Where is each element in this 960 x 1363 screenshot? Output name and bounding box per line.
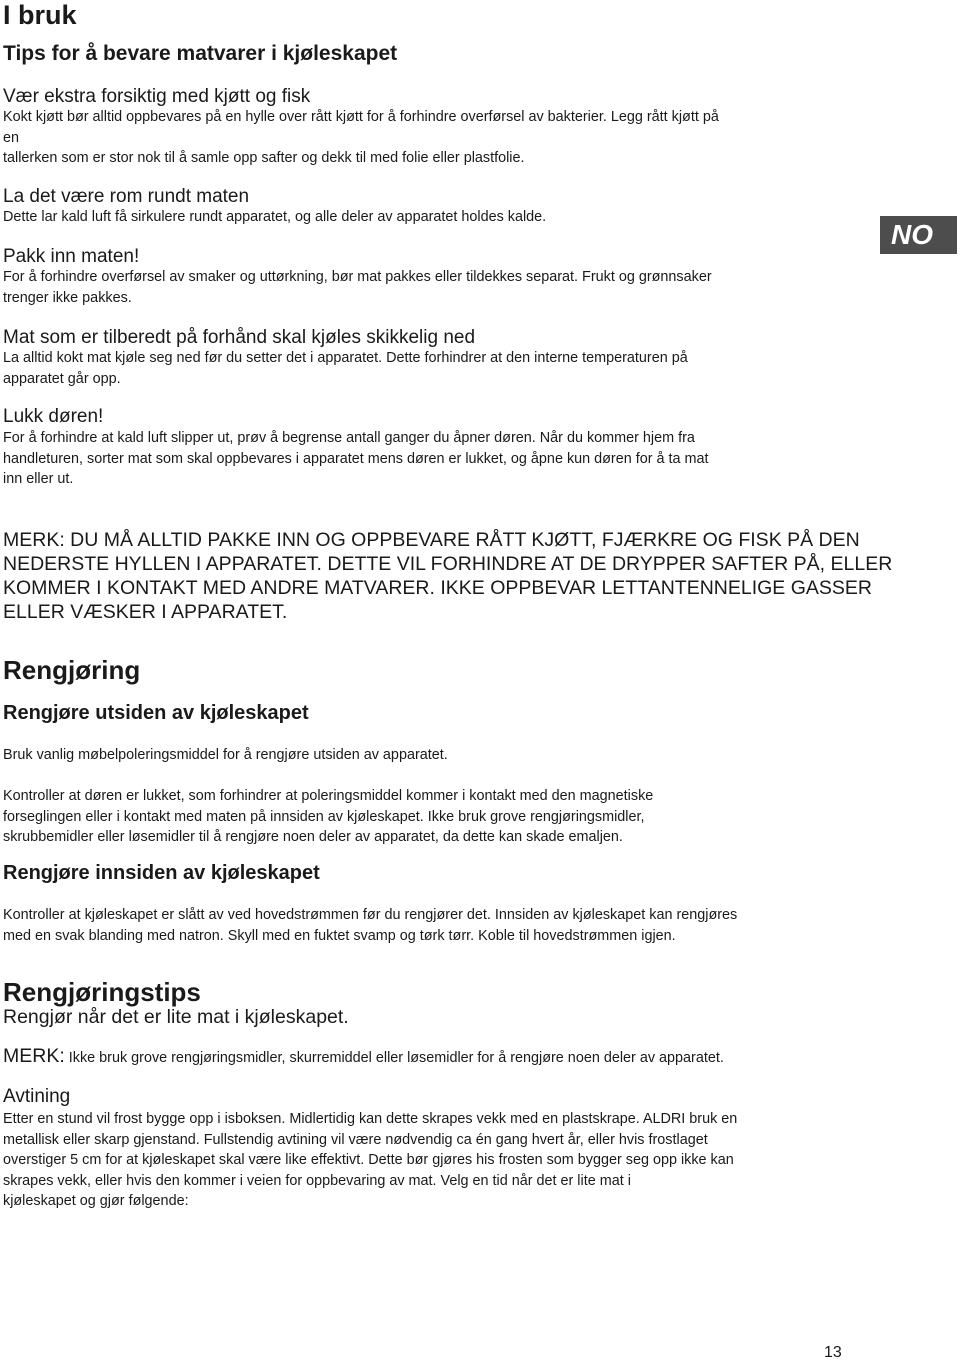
text-line: kjøleskapet og gjør følgende: [3, 1193, 189, 1209]
heading-clean-outside: Rengjøre utsiden av kjøleskapet [3, 702, 309, 724]
paragraph-clean-inside [3, 905, 737, 946]
text-line: skrapes vekk, eller hvis den kommer i veien for oppbevaring av mat. Velg en tid når det er lite mat i [3, 1172, 631, 1189]
warning-line: MERK: DU MÅ ALLTID PAKKE INN OG OPPBEVARE RÅTT KJØTT, FJÆRKRE OG FISK PÅ DEN [3, 529, 860, 551]
warning-line: NEDERSTE HYLLEN I APPARATET. DETTE VIL FORHINDRE AT DE DRYPPER SAFTER PÅ, ELLER [3, 553, 893, 575]
page-title: I bruk [3, 0, 77, 30]
section-title-cleaning-tips: Rengjøringstips [3, 977, 201, 1007]
paragraph-cooked-food [3, 348, 688, 389]
text-line: inn eller ut. [3, 471, 74, 487]
paragraph-room-around-food [3, 207, 546, 228]
text-line: Kontroller at døren er lukket, som forhindrer at poleringsmiddel kommer i kontakt med den magnetiske [3, 788, 654, 804]
cleaning-tips-note [3, 1044, 724, 1069]
heading-wrap-food: Pakk inn maten! [3, 246, 140, 267]
text-line: For å forhindre at kald luft slipper ut, prøv å begrense antall ganger du åpner døren. Når du kommer hjem fra [3, 430, 695, 446]
text-line: For å forhindre overførsel av smaker og uttørkning, bør mat pakkes eller tildekkes separat. Frukt og grønnsaker [3, 269, 712, 285]
text-line: metallisk eller skarp gjenstand. Fullstendig avtining vil være nødvendig ca én gang hvert år, eller hvis frostlaget [3, 1131, 708, 1148]
warning-line: ELLER VÆSKER I APPARATET. [3, 601, 288, 623]
text-line: handleturen, sorter mat som skal oppbevares i apparatet mens døren er lukket, og åpne kun døren for å ta mat [3, 450, 709, 467]
paragraph-defrosting [3, 1109, 737, 1212]
text-line: apparatet går opp. [3, 370, 121, 387]
note-label: MERK: [3, 1045, 65, 1067]
language-badge: NO [880, 216, 957, 254]
text-line: overstiger 5 cm for at kjøleskapet skal være like effektivt. Dette bør gjøres his frosten som bygger seg opp ikke kan [3, 1152, 734, 1168]
text-line: skrubbemidler eller løsemidler til å rengjøre noen deler av apparatet, da dette kan skade emaljen. [3, 829, 623, 845]
text-line: Kontroller at kjøleskapet er slått av ved hovedstrømmen før du rengjører det. Innsiden av kjøleskapet kan rengjøres [3, 907, 738, 923]
section-title-storage-tips: Tips for å bevare matvarer i kjøleskapet [3, 42, 398, 65]
note-text: Ikke bruk grove rengjøringsmidler, skurremiddel eller løsemidler for å rengjøre noen deler av apparatet. [64, 1050, 724, 1066]
warning-note [3, 528, 892, 624]
paragraph-clean-outside-2 [3, 786, 653, 848]
heading-defrosting: Avtining [3, 1086, 71, 1107]
paragraph-clean-outside-1: Bruk vanlig møbelpoleringsmiddel for å rengjøre utsiden av apparatet. [3, 747, 448, 763]
paragraph-wrap-food [3, 267, 712, 308]
heading-clean-inside: Rengjøre innsiden av kjøleskapet [3, 862, 320, 884]
text-line: med en svak blanding med natron. Skyll med en fuktet svamp og tørk tørr. Koble til hovedstrømmen igjen. [3, 927, 676, 944]
section-title-cleaning: Rengjøring [3, 655, 141, 685]
text-line: en [3, 129, 20, 146]
text-line: Kokt kjøtt bør alltid oppbevares på en hylle over rått kjøtt for å forhindre overførsel av bakterier. Legg rått kjøtt på [3, 109, 719, 125]
text-line: Etter en stund vil frost bygge opp i isboksen. Midlertidig kan dette skrapes vekk med en plastskrape. ALDRI bruk en [3, 1111, 738, 1127]
text-line: trenger ikke pakkes. [3, 289, 132, 306]
text-line: forseglingen eller i kontakt med maten på innsiden av kjøleskapet. Ikke bruk grove rengjøringsmidler, [3, 808, 645, 825]
heading-room-around-food: La det være rom rundt maten [3, 186, 250, 207]
text-line: tallerken som er stor nok til å samle opp safter og dekk til med folie eller plastfolie. [3, 150, 525, 166]
heading-meat-fish: Vær ekstra forsiktig med kjøtt og fisk [3, 86, 311, 107]
page-number: 13 [824, 1344, 842, 1361]
cleaning-tips-lead: Rengjør når det er lite mat i kjøleskapet. [3, 1006, 349, 1028]
warning-line: KOMMER I KONTAKT MED ANDRE MATVARER. IKKE OPPBEVAR LETTANTENNELIGE GASSER [3, 577, 872, 599]
paragraph-close-door [3, 428, 709, 490]
text-line: Dette lar kald luft få sirkulere rundt apparatet, og alle deler av apparatet holdes kalde. [3, 209, 547, 225]
heading-cooked-food: Mat som er tilberedt på forhånd skal kjøles skikkelig ned [3, 327, 476, 348]
heading-close-door: Lukk døren! [3, 406, 104, 427]
text-line: La alltid kokt mat kjøle seg ned før du setter det i apparatet. Dette forhindrer at den interne temperaturen på [3, 350, 688, 366]
paragraph-meat-fish [3, 107, 719, 169]
